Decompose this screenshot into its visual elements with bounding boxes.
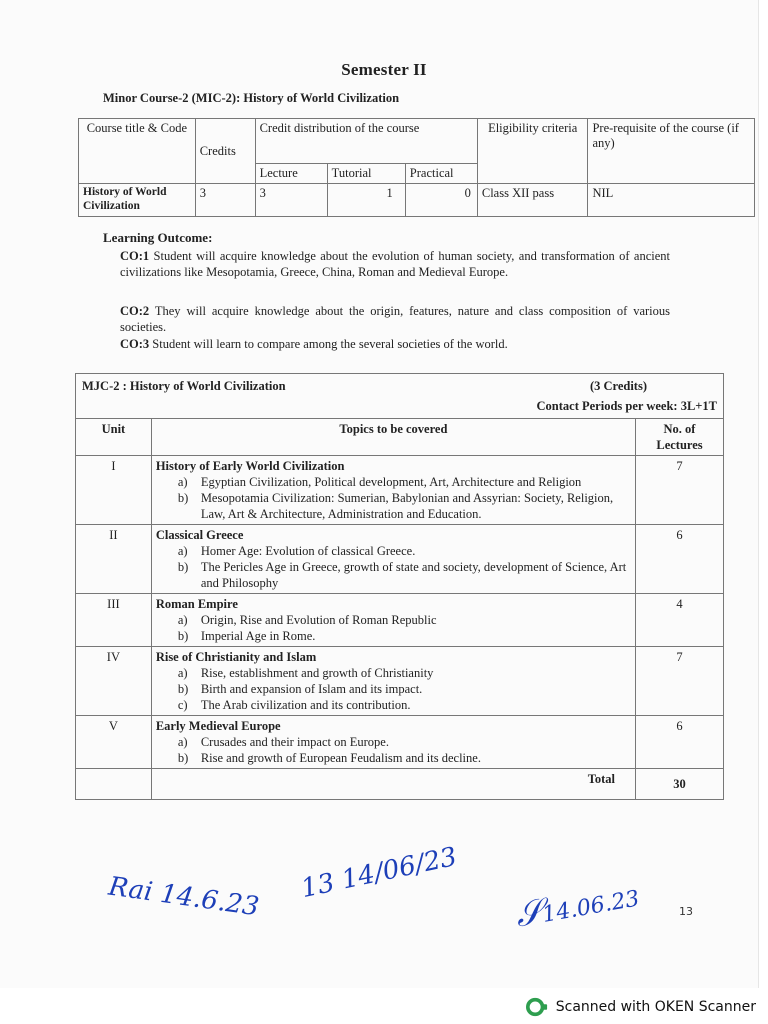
unit-topics [151, 456, 635, 525]
course-title-cell: History of World Civilization [79, 184, 196, 217]
unit-number: II [76, 525, 152, 594]
total-label: Total [151, 769, 635, 800]
topic-item [156, 734, 631, 750]
oken-logo-icon [526, 996, 548, 1018]
unit-lectures: 7 [636, 647, 724, 716]
co-text: They will acquire knowledge about the origin, features, nature and class composition of various societies. [120, 304, 670, 334]
col-topics: Topics to be covered [151, 419, 635, 456]
topic-marker: a) [177, 613, 188, 627]
eligibility-cell: Class XII pass [477, 184, 588, 217]
unit-topics [151, 594, 635, 647]
credits-cell: 3 [195, 184, 255, 217]
topic-marker: a) [177, 666, 188, 680]
topic-list [156, 612, 631, 644]
topic-item [156, 628, 631, 644]
topic-list [156, 734, 631, 766]
unit-title: History of Early World Civilization [155, 459, 345, 473]
topic-text: Mesopotamia Civilization: Sumerian, Babylonian and Assyrian: Society, Religion, Law, Art & Architecture, Administration and Education. [200, 491, 614, 521]
topic-item [156, 750, 631, 766]
topic-item [156, 559, 631, 591]
topic-text: Origin, Rise and Evolution of Roman Republic [200, 613, 437, 627]
scanner-footer [0, 988, 768, 1024]
header-eligibility: Eligibility criteria [477, 119, 588, 184]
page-title: Semester II [341, 60, 427, 79]
co-label: CO:1 [120, 249, 150, 263]
outcome-co1 [120, 249, 670, 280]
unit-title: Early Medieval Europe [155, 719, 281, 733]
topic-item [156, 474, 631, 490]
unit-row [76, 594, 724, 647]
topic-marker: b) [177, 629, 189, 643]
syllabus-header-cell [76, 374, 724, 419]
unit-lectures: 6 [636, 525, 724, 594]
course-heading: Minor Course-2 (MIC-2): History of World Civilization [103, 91, 400, 105]
unit-number: V [76, 716, 152, 769]
header-title-code: Course title & Code [79, 119, 196, 184]
lecture-cell: 3 [255, 184, 327, 217]
header-tutorial: Tutorial [327, 164, 405, 184]
topic-text: The Pericles Age in Greece, growth of state and society, development of Science, Art and Philosophy [200, 560, 627, 590]
syllabus-table [75, 373, 724, 800]
topic-text: The Arab civilization and its contribution. [200, 698, 411, 712]
unit-number: III [76, 594, 152, 647]
topic-marker: c) [177, 698, 188, 712]
topic-list [156, 474, 631, 522]
topic-text: Crusades and their impact on Europe. [200, 735, 389, 749]
col-unit: Unit [76, 419, 152, 456]
topic-text: Egyptian Civilization, Political development, Art, Architecture and Religion [200, 475, 582, 489]
unit-title: Rise of Christianity and Islam [155, 650, 317, 664]
practical-cell: 0 [405, 184, 477, 217]
topic-text: Rise and growth of European Feudalism and its decline. [200, 751, 481, 765]
topic-list [156, 543, 631, 591]
header-prerequisite: Pre-requisite of the course (if any) [588, 119, 755, 184]
co-text: Student will learn to compare among the several societies of the world. [149, 337, 508, 351]
header-credit-distribution: Credit distribution of the course [255, 119, 477, 164]
total-empty-cell [76, 769, 152, 800]
unit-row [76, 716, 724, 769]
co-label: CO:3 [120, 337, 150, 351]
outcome-co2 [120, 304, 670, 335]
unit-lectures: 4 [636, 594, 724, 647]
signature-2: 13 14/06/23 [298, 841, 460, 905]
co-text: Student will acquire knowledge about the evolution of human society, and transformation of ancient civilizations like Mesopotamia, Greece, China, Roman and Medieval Europe. [120, 249, 670, 279]
topic-text: Homer Age: Evolution of classical Greece. [200, 544, 416, 558]
tutorial-cell: 1 [327, 184, 405, 217]
unit-row [76, 525, 724, 594]
topic-marker: a) [177, 544, 188, 558]
topic-item [156, 543, 631, 559]
outcome-co3 [120, 337, 670, 353]
header-lecture: Lecture [255, 164, 327, 184]
header-practical: Practical [405, 164, 477, 184]
unit-lectures: 6 [636, 716, 724, 769]
topic-item [156, 490, 631, 522]
unit-title: Classical Greece [155, 528, 244, 542]
topic-marker: b) [177, 491, 189, 505]
unit-topics [151, 647, 635, 716]
learning-outcome-title: Learning Outcome: [103, 230, 213, 245]
topic-text: Rise, establishment and growth of Christianity [200, 666, 434, 680]
unit-number: I [76, 456, 152, 525]
signature-1: Rai 14.6.23 [106, 871, 261, 923]
scanner-watermark [526, 996, 756, 1018]
unit-row [76, 647, 724, 716]
prerequisite-cell: NIL [588, 184, 755, 217]
co-label: CO:2 [120, 304, 150, 318]
unit-number: IV [76, 647, 152, 716]
unit-rows [76, 456, 724, 769]
course-credit-table [78, 118, 755, 217]
topic-marker: b) [177, 751, 189, 765]
topic-item [156, 612, 631, 628]
unit-row [76, 456, 724, 525]
signature-3: 𝒮14.06.23 [512, 886, 642, 936]
col-lectures: No. of Lectures [636, 419, 724, 456]
topic-item [156, 697, 631, 713]
syllabus-credits: (3 Credits) [589, 379, 647, 393]
topic-item [156, 681, 631, 697]
topic-item [156, 665, 631, 681]
topic-text: Imperial Age in Rome. [200, 629, 316, 643]
topic-marker: a) [177, 475, 188, 489]
page-number: 13 [679, 905, 693, 918]
topic-marker: a) [177, 735, 188, 749]
header-credits: Credits [195, 119, 255, 184]
unit-lectures: 7 [636, 456, 724, 525]
unit-title: Roman Empire [155, 597, 238, 611]
total-value: 30 [636, 769, 724, 800]
topic-list [156, 665, 631, 713]
contact-periods: Contact Periods per week: 3L+1T [536, 399, 717, 413]
scanner-text: Scanned with OKEN Scanner [555, 999, 756, 1015]
syllabus-title: MJC-2 : History of World Civilization [82, 379, 286, 393]
topic-marker: b) [177, 682, 189, 696]
unit-topics [151, 525, 635, 594]
topic-text: Birth and expansion of Islam and its impact. [200, 682, 423, 696]
topic-marker: b) [177, 560, 189, 574]
unit-topics [151, 716, 635, 769]
